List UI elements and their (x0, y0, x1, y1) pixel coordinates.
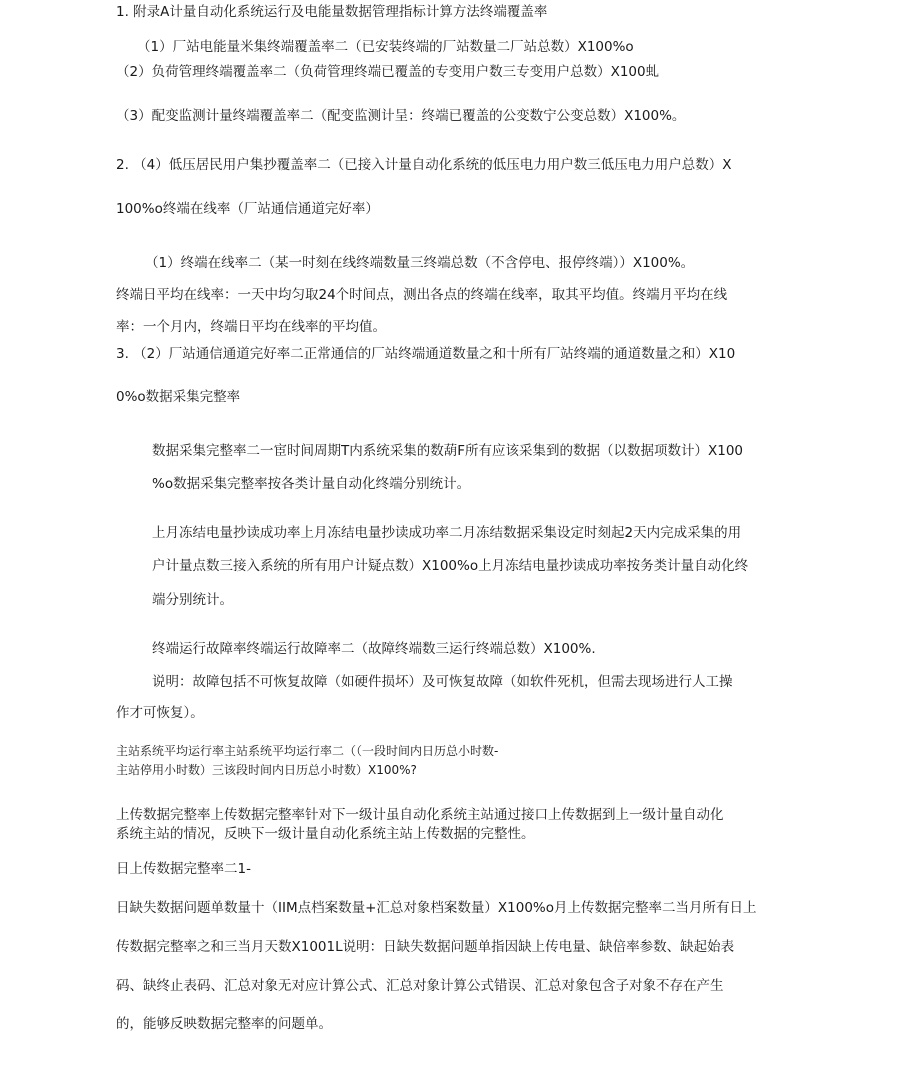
text-line: 日缺失数据问题单数量十（IIM点档案数量+汇总对象档案数量）X100%o月上传数据完整率二当月所有日上 (116, 900, 757, 916)
text-line: （2）负荷管理终端覆盖率二（负荷管理终端已覆盖的专变用户数三专变用户总数）X100虬 (116, 64, 660, 80)
text-line: 上传数据完整率上传数据完整率针对下一级计虽自动化系统主站通过接口上传数据到上一级计量自动化 (116, 807, 724, 823)
text-line: 100%o终端在线率（厂站通信通道完好率） (116, 201, 379, 217)
text-line: 系统主站的情况，反映下一级计量自动化系统主站上传数据的完整性。 (116, 826, 535, 842)
text-line: 3. （2）厂站通信通道完好率二正常通信的厂站终端通道数量之和十所有厂站终端的通道数量之和）X10 (116, 346, 736, 362)
text-line: 终端运行故障率终端运行故障率二（故障终端数三运行终端总数）X100%. (152, 641, 596, 657)
text-line: 率：一个月内，终端日平均在线率的平均值。 (116, 319, 386, 335)
text-line-small: 主站系统平均运行率主站系统平均运行率二（（一段时间内日历总小时数- (116, 744, 499, 758)
text-line: 说明：故障包括不可恢复故障（如硬件损坏）及可恢复故障（如软件死机，但需去现场进行人工操 (152, 674, 733, 690)
text-line: 0%o数据采集完整率 (116, 389, 241, 405)
text-line-small: 主站停用小时数）三该段时间内日历总小时数）X100%? (116, 763, 417, 777)
section-heading: 1. 附录A计量自动化系统运行及电能量数据管理指标计算方法终端覆盖率 (116, 4, 548, 20)
text-line: 上月冻结电量抄读成功率上月冻结电量抄读成功率二月冻结数据采集设定时刻起2天内完成采集的用 (152, 525, 742, 541)
text-line: 传数据完整率之和三当月天数X1001L说明：日缺失数据问题单指因缺上传电量、缺倍率参数、缺起始表 (116, 939, 735, 955)
text-line: 端分别统计。 (152, 592, 233, 608)
text-line: （3）配变监测计量终端覆盖率二（配变监测计呈：终端已覆盖的公变数宁公变总数）X100%。 (116, 108, 686, 124)
text-line: 码、缺终止表码、汇总对象无对应计算公式、汇总对象计算公式错误、汇总对象包含子对象不存在产生 (116, 978, 724, 994)
text-line: 2. （4）低压居民用户集抄覆盖率二（已接入计量自动化系统的低压电力用户数三低压电力用户总数）X (116, 157, 732, 173)
text-line: （1）厂站电能量米集终端覆盖率二（已安装终端的厂站数量二厂站总数）X100%o (137, 39, 634, 55)
text-line: （1）终端在线率二（某一时刻在线终端数量三终端总数（不含停电、报停终端））X100%。 (145, 255, 695, 271)
text-line: 日上传数据完整率二1- (116, 861, 251, 877)
text-line: 终端日平均在线率：一天中均匀取24个时间点，测出各点的终端在线率，取其平均值。终端月平均在线 (116, 287, 728, 303)
text-line: 数据采集完整率二一宦时间周期T内系统采集的数葫F所有应该采集到的数据（以数据项数计）X100 (152, 443, 744, 459)
text-line: 作才可恢复）。 (116, 705, 204, 721)
text-line: %o数据采集完整率按各类计量自动化终端分别统计。 (152, 476, 471, 492)
text-line: 的，能够反映数据完整率的问题单。 (116, 1016, 332, 1032)
text-line: 户计量点数三接入系统的所有用户计疑点数）X100%o上月冻结电量抄读成功率按务类计量自动化终 (152, 558, 749, 574)
